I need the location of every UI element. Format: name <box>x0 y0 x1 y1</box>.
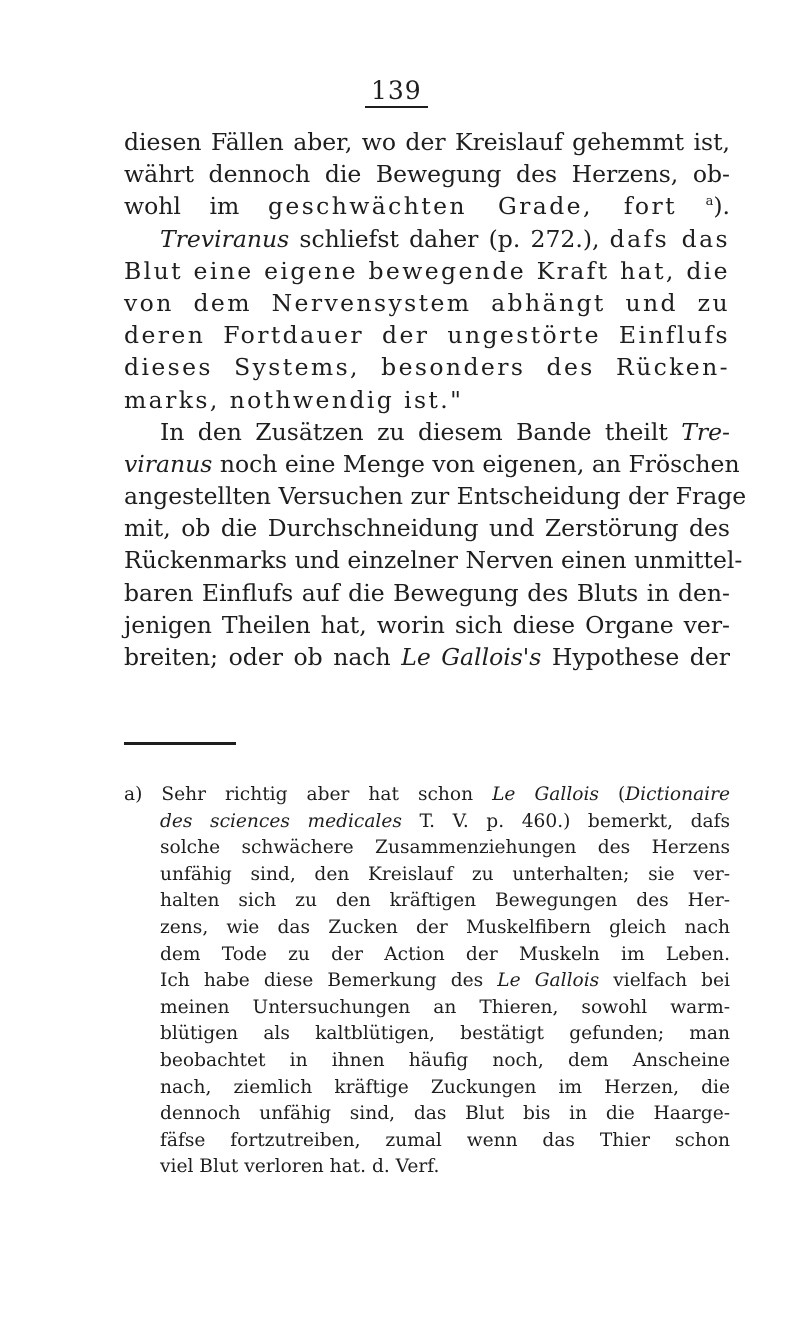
footnote-line: blütigen als kaltblütigen, bestätigt gefunden; man <box>160 1023 730 1045</box>
footnote-line: beobachtet in ihnen häufig noch, dem Anscheine <box>160 1049 730 1071</box>
footnote-line: dennoch unfähig sind, das Blut bis in die Haarge- <box>160 1103 730 1125</box>
author-name: Tre- <box>681 417 730 446</box>
text-line: dieses Systems, besonders des Rücken- <box>124 353 730 382</box>
text-fragment: ). <box>713 192 730 221</box>
text-fragment: wohl im <box>124 192 268 221</box>
text-line: Rückenmarks und einzelner Nerven einen unmittel- <box>124 546 743 575</box>
author-name: viranus <box>124 449 213 478</box>
text-line: jenigen Theilen hat, worin sich diese Organe ver- <box>124 610 730 639</box>
footnote-line: viel Blut verloren hat. d. Verf. <box>160 1156 440 1178</box>
text-fragment: ( <box>598 784 626 805</box>
text-line: von dem Nervensystem abhängt und zu <box>124 288 730 317</box>
text-line: Blut eine eigene bewegende Kraft hat, die <box>124 256 730 285</box>
author-name: Le Gallois's <box>401 643 542 671</box>
main-text <box>124 126 747 673</box>
text-line: marks, nothwendig ist." <box>124 385 464 414</box>
text-fragment: schliefst daher (p. 272.), <box>289 224 610 253</box>
footnote <box>124 782 730 1181</box>
text-line <box>124 641 730 673</box>
text-line: mit, ob die Durchschneidung und Zerstörung des <box>124 514 730 543</box>
footnote-line <box>124 809 730 836</box>
text-line <box>124 448 740 480</box>
footnote-line: zens, wie das Zucken der Muskelfibern gleich nach <box>160 916 730 938</box>
text-line: währt dennoch die Bewegung des Herzens, ob- <box>124 160 730 189</box>
page-number: 139 <box>365 78 428 108</box>
footnote-line: meinen Untersuchungen an Thieren, sowohl warm- <box>160 996 730 1018</box>
text-line <box>124 223 730 255</box>
author-name: Le Gallois <box>492 784 599 805</box>
text-line: deren Fortdauer der ungestörte Einflufs <box>124 321 730 350</box>
text-line <box>124 416 730 448</box>
footnote-divider <box>124 742 236 745</box>
text-line: baren Einflufs auf die Bewegung des Bluts in den- <box>124 578 730 607</box>
text-line: angestellten Versuchen zur Entscheidung der Frage <box>124 482 747 511</box>
text-fragment: vielfach bei <box>599 970 730 992</box>
footnote-line <box>124 782 730 809</box>
spaced-text: geschwächten Grade, fort <box>267 192 677 221</box>
footnote-line: fäfse fortzutreiben, zumal wenn das Thier schon <box>160 1129 730 1151</box>
work-title: des sciences medicales <box>160 810 402 832</box>
footnote-line <box>124 968 730 995</box>
text-fragment: Ich habe diese Bemerkung des <box>160 970 498 992</box>
work-title: Dictionaire <box>625 784 731 805</box>
author-name: Le Gallois <box>497 970 600 992</box>
text-fragment: breiten; oder ob nach <box>124 643 402 671</box>
text-fragment: a) Sehr richtig aber hat schon <box>124 784 493 805</box>
text-fragment: Hypothese der <box>541 643 730 671</box>
text-fragment: T. V. p. 460.) bemerkt, dafs <box>401 810 730 832</box>
footnote-line: nach, ziemlich kräftige Zuckungen im Herzen, die <box>160 1076 730 1098</box>
footnote-line: unfähig sind, den Kreislauf zu unterhalten; sie ver- <box>160 863 730 885</box>
footnote-line: halten sich zu den kräftigen Bewegungen des Her- <box>160 890 730 912</box>
footnote-marker: a <box>705 194 714 210</box>
author-name: Treviranus <box>160 224 290 253</box>
footnote-line: dem Tode zu der Action der Muskeln im Leben. <box>160 943 730 965</box>
text-line: diesen Fällen aber, wo der Kreislauf gehemmt ist, <box>124 128 730 156</box>
text-fragment: noch eine Menge von eigenen, an Fröschen <box>212 449 740 478</box>
spaced-text: dafs das <box>609 224 730 253</box>
text-fragment: In den Zusätzen zu diesem Bande theilt <box>160 417 682 446</box>
text-line <box>124 190 730 222</box>
footnote-line: solche schwächere Zusammenziehungen des Herzens <box>160 837 730 859</box>
